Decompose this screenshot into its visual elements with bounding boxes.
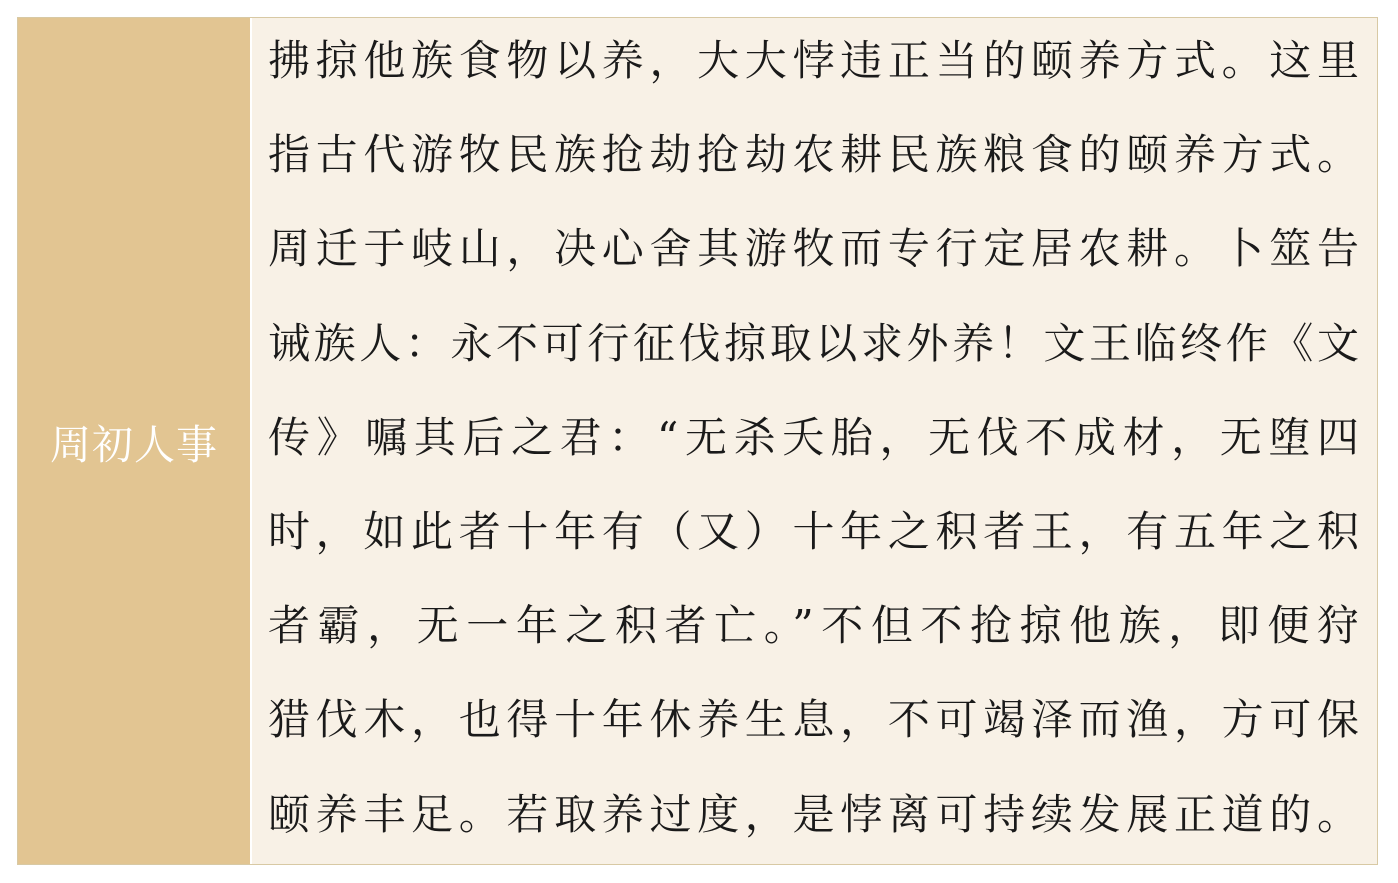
row-label: 周初人事 [50,420,218,469]
text-line: 时，如此者十年有（又）十年之积者王，有五年之积 [268,506,1359,556]
text-line: 传》嘱其后之君：“无杀夭胎，无伐不成材，无堕四 [268,412,1359,462]
row-label-cell [18,18,252,864]
text-line: 者霸，无一年之积者亡。”不但不抢掠他族，即便狩 [268,601,1359,651]
text-line: 猎伐木，也得十年休养生息，不可竭泽而渔，方可保 [268,695,1359,745]
content-table [17,17,1378,865]
text-line: 周迁于岐山，决心舍其游牧而专行定居农耕。卜筮告 [268,224,1359,274]
row-content-cell [252,18,1377,864]
text-line: 拂掠他族食物以养，大大悖违正当的颐养方式。这里 [268,36,1359,85]
text-line: 指古代游牧民族抢劫抢劫农耕民族粮食的颐养方式。 [268,130,1359,180]
text-line: 诫族人：永不可行征伐掠取以求外养！文王临终作《文 [268,318,1359,368]
text-line: 颐养丰足。若取养过度，是悖离可持续发展正道的。 [268,789,1359,839]
